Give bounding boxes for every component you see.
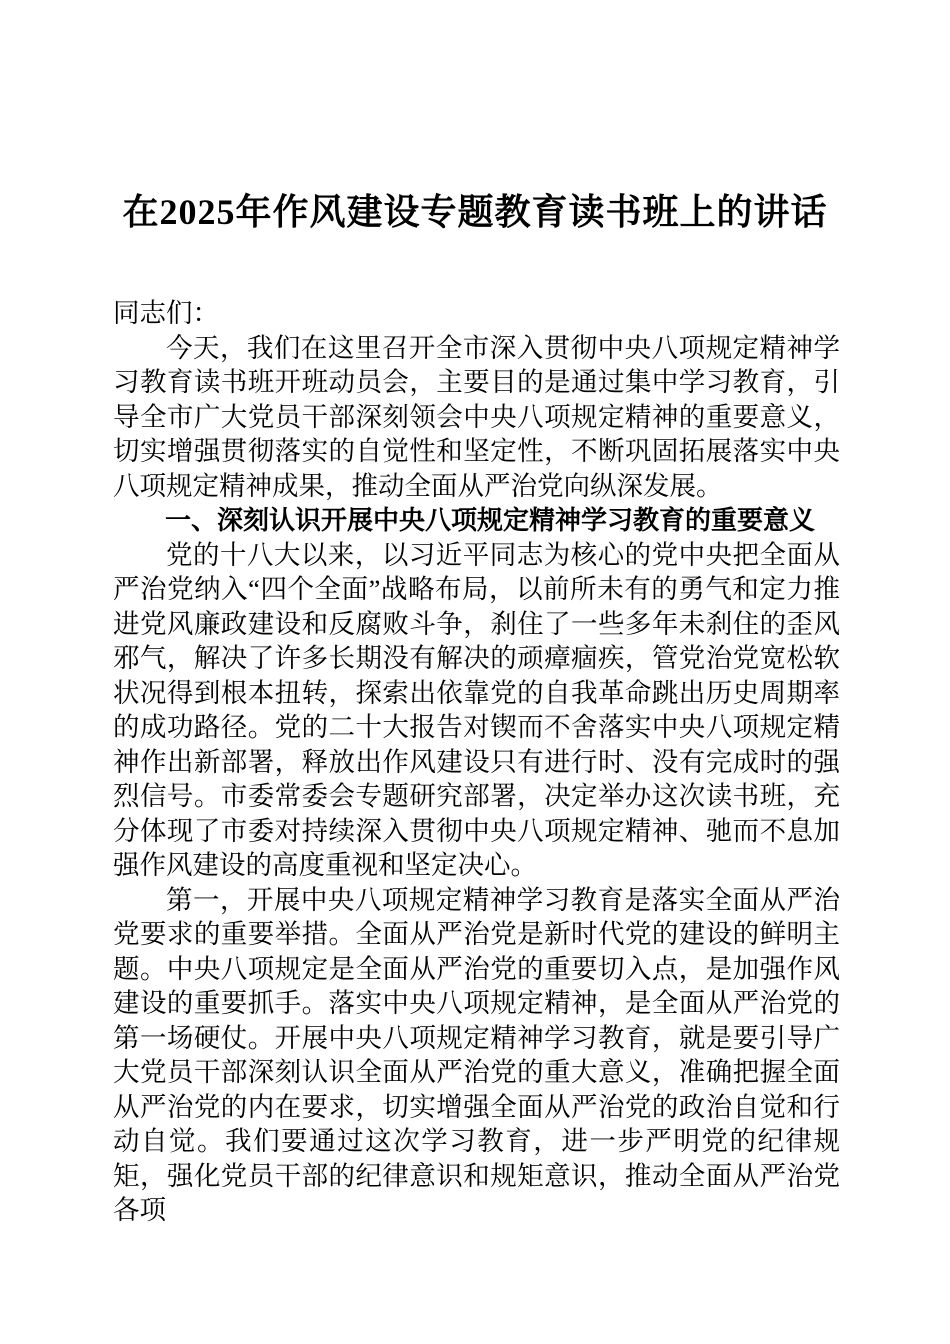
section-1-paragraph-2: 第一，开展中央八项规定精神学习教育是落实全面从严治党要求的重要举措。全面从严治党是新时代党的建设的鲜明主题。中央八项规定是全面从严治党的重要切入点，是加强作风建设的重要抓手。落实中央八项规定精神，是全面从严治党的第一场硬仗。开展中央八项规定精神学习教育，就是要引导广大党员干部深刻认识全面从严治党的重大意义，准确把握全面从严治党的内在要求，切实增强全面从严治党的政治自觉和行动自觉。我们要通过这次学习教育，进一步严明党的纪律规矩，强化党员干部的纪律意识和规矩意识，推动全面从严治党各项 [113, 884, 840, 1225]
section-1-heading: 一、深刻认识开展中央八项规定精神学习教育的重要意义 [165, 505, 816, 535]
section-1-paragraph-1: 党的十八大以来，以习近平同志为核心的党中央把全面从严治党纳入“四个全面”战略布局，以前所未有的勇气和定力推进党风廉政建设和反腐败斗争，刹住了一些多年未刹住的歪风邪气，解决了许多长期没有解决的顽瘴痼疾，管党治党宽松软状况得到根本扭转，探索出依靠党的自我革命跳出历史周期率的成功路径。党的二十大报告对锲而不舍落实中央八项规定精神作出新部署，释放出作风建设只有进行时、没有完成时的强烈信号。市委常委会专题研究部署，决定举办这次读书班，充分体现了市委对持续深入贯彻中央八项规定精神、驰而不息加强作风建设的高度重视和坚定决心。 [113, 539, 840, 880]
intro-paragraph: 今天，我们在这里召开全市深入贯彻中央八项规定精神学习教育读书班开班动员会，主要目的是通过集中学习教育，引导全市广大党员干部深刻领会中央八项规定精神的重要意义，切实增强贯彻落实的自觉性和坚定性，不断巩固拓展落实中央八项规定精神成果，推动全面从严治党向纵深发展。 [113, 332, 840, 501]
document-body [113, 296, 840, 1228]
salutation: 同志们： [113, 298, 219, 328]
document-title: 在2025年作风建设专题教育读书班上的讲话 [122, 192, 828, 232]
